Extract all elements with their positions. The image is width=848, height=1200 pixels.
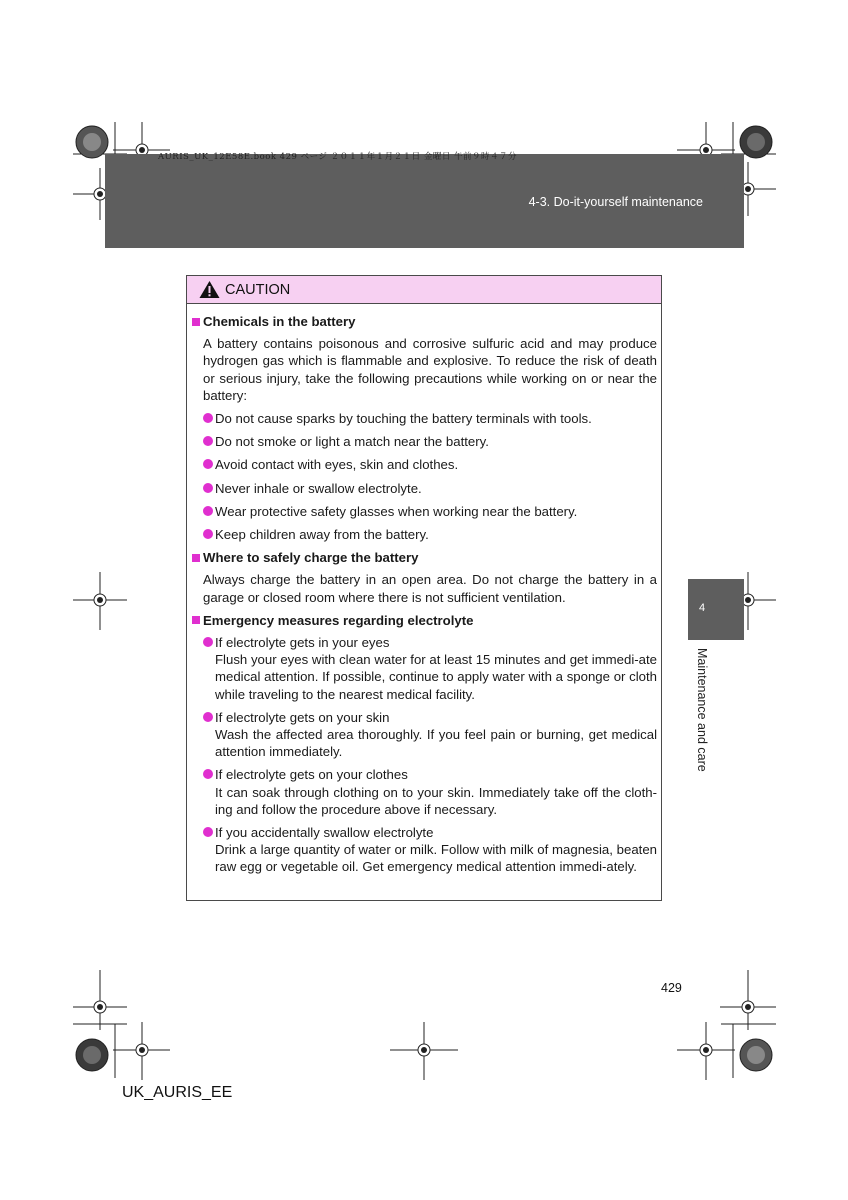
- caution-label: CAUTION: [225, 281, 291, 298]
- section-title: 4-3. Do-it-yourself maintenance: [528, 195, 703, 209]
- square-bullet-icon: [192, 318, 200, 326]
- chapter-tab: [688, 579, 744, 640]
- round-bullet-icon: [203, 712, 213, 722]
- section-paragraph: Always charge the battery in an open area. Do not charge the battery in a garage or closed room where there is not sufficient ventilation.: [203, 572, 657, 605]
- warning-triangle-icon: [199, 280, 220, 299]
- list-item-title: If you accidentally swallow electrolyte: [215, 825, 434, 841]
- round-bullet-icon: [203, 413, 213, 423]
- list-item-text: Drink a large quantity of water or milk. Follow with milk of magnesia, beaten raw egg or vegetable oil. Get emergency medical attention immedi-ately.: [215, 842, 657, 875]
- list-item-text: Avoid contact with eyes, skin and clothes.: [215, 457, 459, 473]
- list-item: [203, 456, 657, 473]
- list-item-text: Do not smoke or light a match near the battery.: [215, 434, 489, 450]
- list-item: [203, 433, 657, 450]
- list-item-title: If electrolyte gets on your clothes: [215, 767, 408, 783]
- list-item-text: It can soak through clothing on to your skin. Immediately take off the cloth-ing and follow the procedure above if necessary.: [215, 784, 657, 817]
- section-heading: [192, 313, 657, 330]
- list-item: [203, 824, 657, 876]
- round-bullet-icon: [203, 827, 213, 837]
- caution-header: [187, 276, 661, 304]
- round-bullet-icon: [203, 769, 213, 779]
- chapter-tab-number: 4: [699, 602, 706, 614]
- list-item-title: If electrolyte gets on your skin: [215, 709, 390, 725]
- round-bullet-icon: [203, 459, 213, 469]
- section-heading-text: Chemicals in the battery: [203, 314, 356, 329]
- list-item-body: [215, 709, 657, 761]
- list-item-text: Never inhale or swallow electrolyte.: [215, 480, 422, 496]
- section-heading: [192, 549, 657, 566]
- square-bullet-icon: [192, 554, 200, 562]
- list-item-body: [215, 824, 657, 876]
- round-bullet-icon: [203, 506, 213, 516]
- section-heading-text: Where to safely charge the battery: [203, 550, 419, 566]
- page-number: 429: [661, 981, 682, 995]
- list-item-text: Keep children away from the battery.: [215, 527, 429, 543]
- round-bullet-icon: [203, 529, 213, 539]
- section-heading-text: Emergency measures regarding electrolyte: [203, 612, 474, 628]
- footer-code: UK_AURIS_EE: [122, 1084, 233, 1101]
- list-item-text: Wash the affected area thoroughly. If you feel pain or burning, get medical attention immediately.: [215, 727, 657, 760]
- list-item-text: Flush your eyes with clean water for at least 15 minutes and get immedi-ate medical attention. If possible, continue to apply water with a sponge or cloth while traveling to the nearest medical facility.: [215, 652, 657, 702]
- list-item: [203, 480, 657, 497]
- list-item: [203, 634, 657, 703]
- caution-box: [186, 275, 662, 901]
- section-paragraph: A battery contains poisonous and corrosive sulfuric acid and may produce hydrogen gas which is flammable and explosive. To reduce the risk of death or serious injury, take the following precautions while working on or near the battery:: [203, 336, 657, 403]
- list-item: [203, 503, 657, 520]
- round-bullet-icon: [203, 483, 213, 493]
- list-item-text: Do not cause sparks by touching the battery terminals with tools.: [215, 411, 592, 427]
- chapter-tab-label: Maintenance and care: [695, 648, 709, 772]
- list-item-body: [215, 766, 657, 818]
- round-bullet-icon: [203, 436, 213, 446]
- section-heading: [192, 612, 657, 629]
- caution-content: [187, 304, 661, 876]
- list-item-title: If electrolyte gets in your eyes: [215, 635, 390, 651]
- list-item: [203, 410, 657, 427]
- round-bullet-icon: [203, 637, 213, 647]
- list-item: [203, 709, 657, 761]
- list-item-text: Wear protective safety glasses when working near the battery.: [215, 503, 578, 519]
- list-item: [203, 766, 657, 818]
- square-bullet-icon: [192, 616, 200, 624]
- list-item: [203, 526, 657, 543]
- list-item-body: [215, 634, 657, 703]
- file-stamp: AURIS_UK_12E58E.book 429 ページ ２０１１年１月２１日 金曜日 午前９時４７分: [158, 152, 518, 162]
